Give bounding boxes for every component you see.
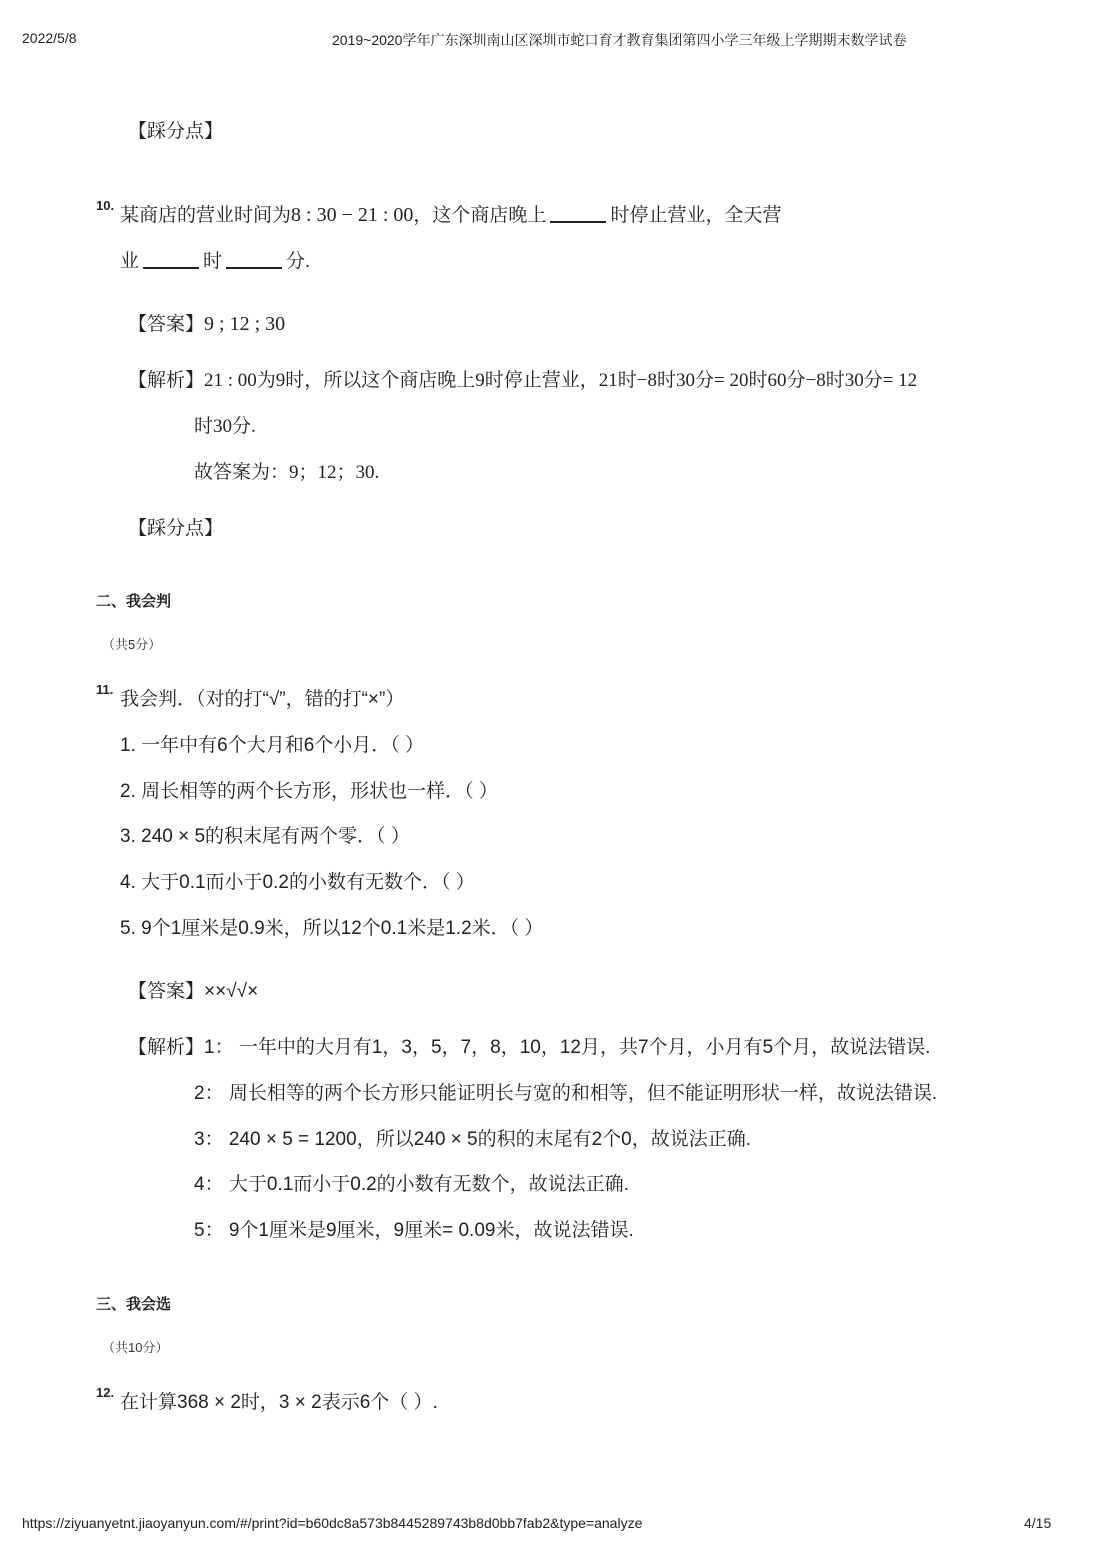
q10-scoring-label: 【踩分点】 bbox=[128, 518, 224, 539]
q11-analysis-line4: 4： 大于0.1而小于0.2的小数有无数个，故说法正确. bbox=[194, 1174, 629, 1195]
section-3-title: 三、我会选 bbox=[96, 1296, 172, 1313]
question-number-10: 10. bbox=[96, 198, 115, 213]
q10-stem-line2 bbox=[120, 246, 310, 273]
q10-analysis-line3: 故答案为：9；12；30. bbox=[194, 462, 380, 483]
q10-blank-3[interactable] bbox=[226, 249, 282, 269]
q11-analysis-line2: 2： 周长相等的两个长方形只能证明长与宽的和相等，但不能证明形状一样，故说法错误. bbox=[194, 1083, 938, 1104]
q10-analysis-label: 【解析】 bbox=[128, 370, 205, 391]
q11-analysis bbox=[128, 1032, 930, 1059]
q10-text-b: ，这个商店晚上 bbox=[413, 205, 547, 226]
q10-analysis-line2: 时30分. bbox=[194, 416, 256, 437]
q10-stem-line1 bbox=[120, 200, 781, 227]
section-2-points: （共5分） bbox=[102, 637, 162, 652]
q11-analysis-line3: 3： 240 × 5 = 1200，所以240 × 5的积的末尾有2个0，故说法正确. bbox=[194, 1129, 752, 1150]
q11-item-1: 1. 一年中有6个大月和6个小月．（ ） bbox=[120, 735, 425, 756]
question-number-12: 12. bbox=[96, 1385, 115, 1400]
q11-analysis-line1: 1： 一年中的大月有1，3，5，7，8，10，12月，共7个月，小月有5个月，故说法错误. bbox=[204, 1037, 931, 1058]
q10-answer-value: 9 ; 12 ; 30 bbox=[204, 313, 286, 335]
document-title: 2019~2020学年广东深圳南山区深圳市蛇口育才教育集团第四小学三年级上学期期末数学试卷 bbox=[332, 32, 907, 48]
q10-blank-2[interactable] bbox=[143, 249, 199, 269]
q10-time-range: 8 : 30 − 21 : 00 bbox=[291, 204, 414, 226]
q10-text-e: 时 bbox=[203, 251, 223, 272]
q10-answer bbox=[128, 309, 285, 336]
q11-answer-value: ××√√× bbox=[204, 981, 259, 1002]
print-date: 2022/5/8 bbox=[22, 30, 77, 46]
q10-analysis bbox=[128, 365, 917, 392]
question-number-11: 11. bbox=[96, 682, 114, 697]
q11-analysis-label: 【解析】 bbox=[128, 1037, 205, 1058]
q10-text-d: 业 bbox=[120, 251, 140, 272]
q11-item-4: 4. 大于0.1而小于0.2的小数有无数个．（ ） bbox=[120, 872, 475, 893]
section-2-title: 二、我会判 bbox=[96, 593, 172, 610]
q10-text-f: 分. bbox=[286, 251, 311, 272]
q11-stem: 我会判．（对的打“√”，错的打“×”） bbox=[120, 689, 405, 710]
q11-answer bbox=[128, 976, 258, 1003]
q11-item-3: 3. 240 × 5的积末尾有两个零．（ ） bbox=[120, 826, 410, 847]
footer-url[interactable]: https://ziyuanyetnt.jiaoyanyun.com/#/print?id=b60dc8a573b8445289743b8d0bb7fab2&type=analyze bbox=[22, 1515, 643, 1531]
q12-stem: 在计算368 × 2时，3 × 2表示6个（ ）. bbox=[120, 1392, 438, 1413]
q10-text-a: 某商店的营业时间为 bbox=[120, 205, 292, 226]
q10-text-c: 时停止营业，全天营 bbox=[610, 205, 782, 226]
q11-item-5: 5. 9个1厘米是0.9米，所以12个0.1米是1.2米．（ ） bbox=[120, 918, 544, 939]
section-3-points: （共10分） bbox=[102, 1340, 169, 1355]
q11-analysis-line5: 5： 9个1厘米是9厘米，9厘米= 0.09米，故说法错误. bbox=[194, 1220, 634, 1241]
q10-blank-1[interactable] bbox=[550, 203, 606, 223]
q9-scoring-label: 【踩分点】 bbox=[128, 121, 224, 142]
q10-answer-label: 【答案】 bbox=[128, 314, 205, 335]
q11-answer-label: 【答案】 bbox=[128, 981, 205, 1002]
q10-analysis-line1: 21 : 00为9时，所以这个商店晚上9时停止营业，21时−8时30分= 20时60分−8时30分= 12 bbox=[204, 370, 918, 391]
q11-item-2: 2. 周长相等的两个长方形，形状也一样．（ ） bbox=[120, 781, 498, 802]
page-number: 4/15 bbox=[1024, 1515, 1052, 1531]
